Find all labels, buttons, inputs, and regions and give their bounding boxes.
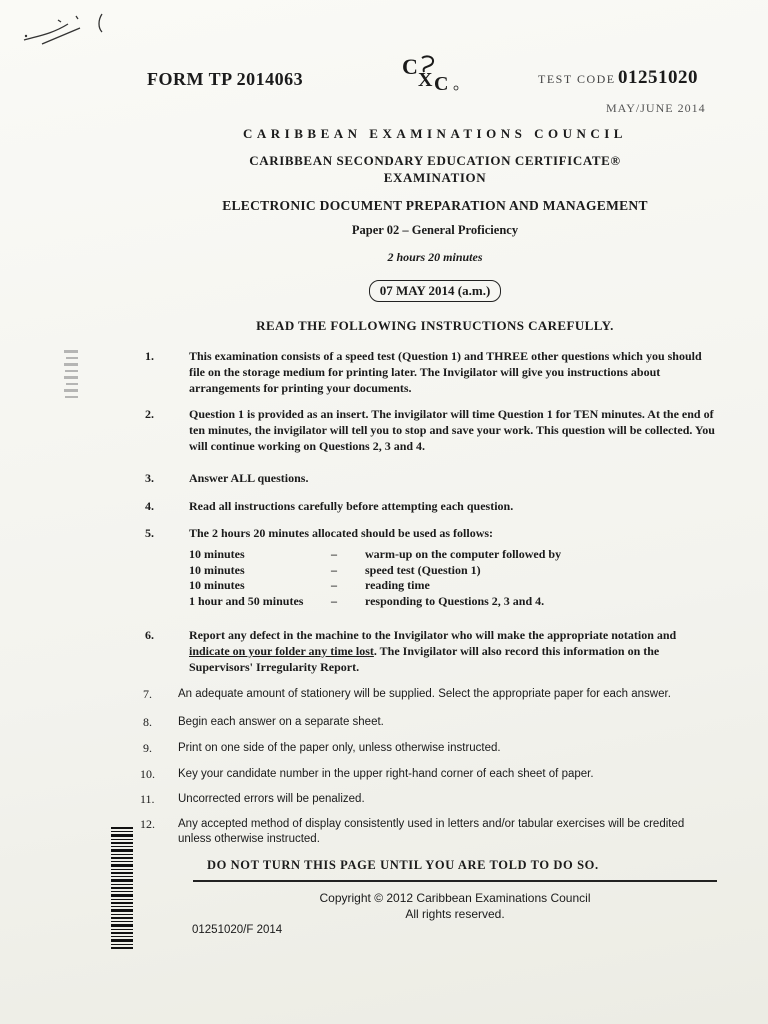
instruction-text: Uncorrected errors will be penalized. — [178, 793, 365, 805]
instruction-text: Key your candidate number in the upper right-hand corner of each sheet of paper. — [178, 768, 594, 780]
paper-code: 01251020/F 2014 — [192, 924, 283, 936]
instruction-number: 6. — [145, 628, 154, 642]
handwritten-scribble — [18, 10, 128, 50]
do-not-turn-warning: DO NOT TURN THIS PAGE UNTIL YOU ARE TOLD TO DO SO. — [207, 858, 599, 872]
instruction-text: Question 1 is provided as an insert. The invigilator will time Question 1 for TEN minutes. At the end of ten minutes, the invigilator will tell you to stop and save your work. This question will be collected. You will continue working on Questions 2, 3 and 4. — [189, 407, 715, 453]
allocation-row — [189, 594, 665, 610]
allocation-dash: – — [331, 562, 337, 577]
allocation-activity: responding to Questions 2, 3 and 4. — [365, 593, 545, 608]
allocation-time: 10 minutes — [189, 578, 245, 593]
instruction-text-underlined: indicate on your folder any time lost — [189, 643, 374, 658]
instruction-number: 8. — [143, 715, 152, 729]
allocation-time: 1 hour and 50 minutes — [189, 593, 304, 608]
certificate-title-line2: EXAMINATION — [383, 170, 487, 185]
footer-divider — [193, 880, 717, 882]
instruction-number: 9. — [143, 741, 152, 755]
exam-session: MAY/JUNE 2014 — [606, 101, 706, 115]
form-number: FORM TP 2014063 — [147, 69, 304, 89]
allocation-row — [189, 547, 665, 563]
exam-date-box: 07 MAY 2014 (a.m.) — [369, 280, 502, 302]
rights-text: All rights reserved. — [405, 907, 505, 921]
instruction-text: Any accepted method of display consistently used in letters and/or tabular exercises will be credited unless otherwise instructed. — [178, 818, 685, 845]
copyright-block — [193, 890, 717, 922]
instructions-heading: READ THE FOLLOWING INSTRUCTIONS CAREFULLY. — [256, 318, 614, 333]
instruction-text: Answer ALL questions. — [189, 471, 309, 485]
instruction-number: 12. — [140, 817, 155, 831]
allocation-activity: reading time — [365, 578, 430, 593]
instruction-number: 5. — [145, 526, 154, 540]
svg-text:C: C — [434, 73, 449, 95]
svg-text:X: X — [418, 69, 433, 91]
allocation-time: 10 minutes — [189, 562, 245, 577]
instruction-number: 7. — [143, 687, 152, 701]
allocation-dash: – — [331, 547, 337, 561]
council-name: CARIBBEAN EXAMINATIONS COUNCIL — [243, 126, 627, 141]
instruction-number: 3. — [145, 471, 154, 485]
instruction-text: Read all instructions carefully before attempting each question. — [189, 499, 514, 513]
cxc-logo — [398, 52, 464, 96]
instruction-number: 10. — [140, 767, 155, 781]
copyright-text: Copyright © 2012 Caribbean Examinations Council — [319, 891, 591, 905]
allocation-row — [189, 563, 665, 579]
allocation-dash: – — [331, 578, 337, 593]
allocation-activity: speed test (Question 1) — [365, 562, 481, 577]
instruction-number: 4. — [145, 499, 154, 513]
instruction-text-part: Report any defect in the machine to the Invigilator who will make the appropriate notation and — [189, 628, 677, 642]
instruction-number: 2. — [145, 407, 154, 421]
instruction-text: The 2 hours 20 minutes allocated should be used as follows: — [189, 526, 494, 540]
test-code: 01251020 — [618, 67, 698, 88]
instruction-text: An adequate amount of stationery will be supplied. Select the appropriate paper for each answer. — [178, 688, 671, 700]
svg-text:C: C — [402, 54, 418, 79]
barcode-image — [111, 827, 133, 949]
subject-title: ELECTRONIC DOCUMENT PREPARATION AND MANAGEMENT — [222, 198, 648, 213]
exam-date-wrapper — [150, 280, 720, 302]
allocation-activity: warm-up on the computer followed by — [365, 547, 562, 561]
instruction-text: Begin each answer on a separate sheet. — [178, 716, 384, 728]
instruction-text: Print on one side of the paper only, unless otherwise instructed. — [178, 742, 501, 754]
exam-duration: 2 hours 20 minutes — [387, 250, 483, 264]
paper-title: Paper 02 – General Proficiency — [351, 223, 519, 237]
allocation-time: 10 minutes — [189, 547, 245, 561]
instruction-text-part: . The Invigilator will also record this information on the Supervisors' Irregularity Report. — [189, 643, 660, 674]
certificate-title — [150, 152, 720, 186]
allocation-dash: – — [331, 593, 337, 608]
instruction-text: This examination consists of a speed test (Question 1) and THREE other questions which you should file on the storage medium for printing later. The Invigilator will give you instructions about arrangements for printing your documents. — [189, 349, 702, 395]
certificate-title-line1: CARIBBEAN SECONDARY EDUCATION CERTIFICATE® — [249, 153, 621, 168]
margin-stamp-mark — [62, 348, 82, 402]
time-allocation-table — [189, 547, 665, 609]
instruction-number: 1. — [145, 349, 154, 363]
instruction-text — [189, 628, 719, 675]
test-code-label: TEST CODE — [538, 72, 616, 86]
allocation-row — [189, 578, 665, 594]
instruction-number: 11. — [140, 792, 155, 806]
